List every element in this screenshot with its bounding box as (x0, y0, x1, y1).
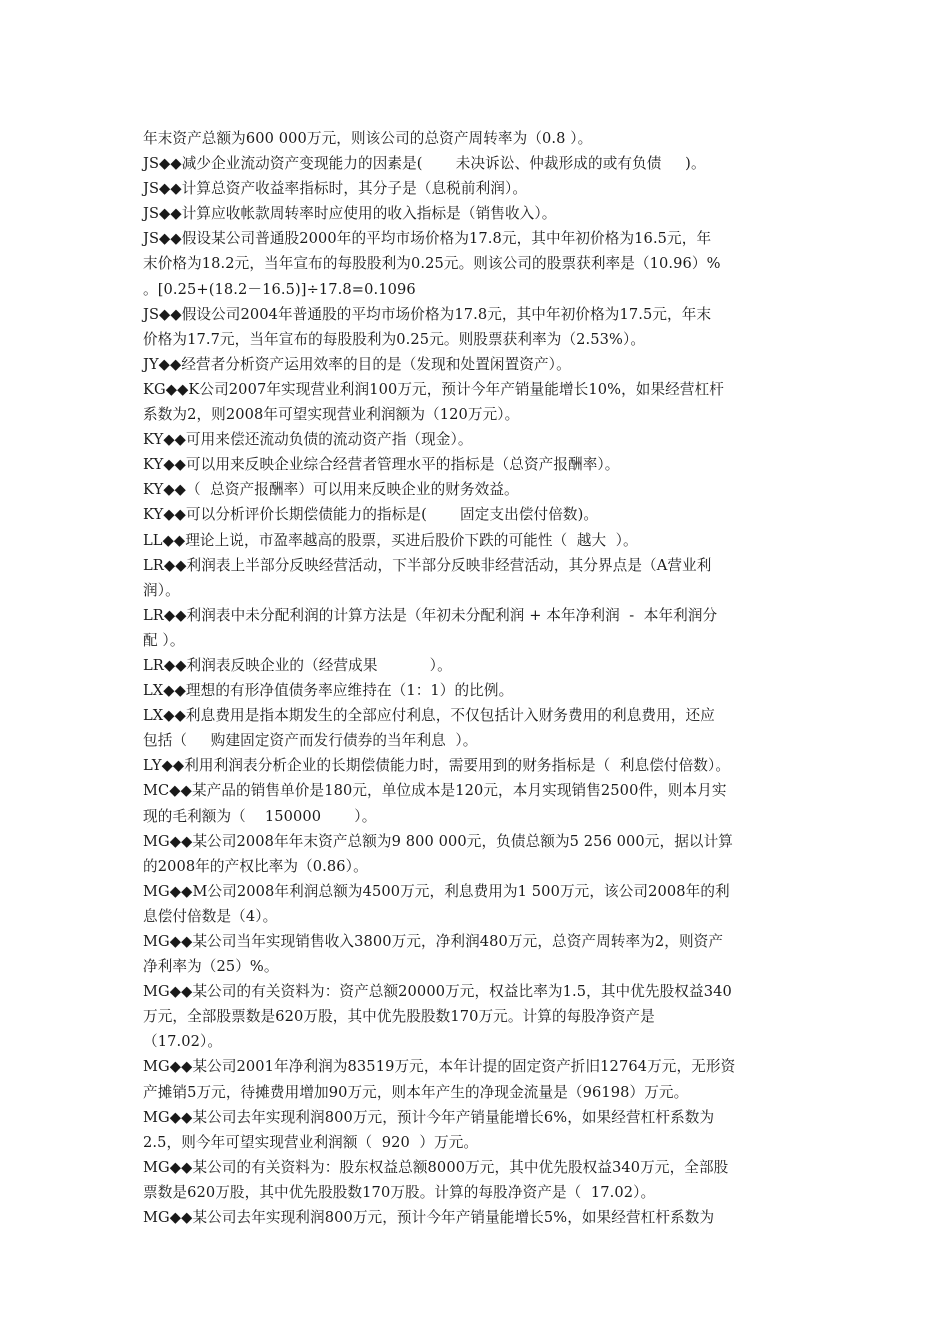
text-line: 价格为17.7元，当年宣布的每股股利为0.25元。则股票获利率为（2.53%）。 (143, 330, 646, 348)
text-line: JS◆◆减少企业流动资产变现能力的因素是( 未决诉讼、仲裁形成的或有负债 )。 (143, 155, 706, 173)
text-line: 系数为2，则2008年可望实现营业利润额为（120万元）。 (143, 406, 520, 424)
text-line: KY◆◆（ 总资产报酬率）可以用来反映企业的财务效益。 (143, 481, 519, 499)
text-line: MG◆◆某公司去年实现利润800万元，预计今年产销量能增长5%，如果经营杠杆系数为 (143, 1209, 715, 1227)
text-line: LL◆◆理论上说，市盈率越高的股票，买进后股价下跌的可能性（ 越大 ）。 (143, 531, 638, 549)
text-line: LX◆◆理想的有形净值债务率应维持在（1：1）的比例。 (143, 682, 514, 700)
document-body (143, 126, 808, 1230)
text-line: 年末资产总额为600 000万元，则该公司的总资产周转率为（0.8 ）。 (143, 130, 593, 147)
text-line: MG◆◆某公司2008年年末资产总额为9 800 000元，负债总额为5 256 000元，据以计算 (143, 832, 733, 850)
text-line: 配 ）。 (143, 631, 185, 649)
text-line: JS◆◆假设某公司普通股2000年的平均市场价格为17.8元，其中年初价格为16.5元，年 (143, 230, 712, 248)
text-line: JS◆◆假设公司2004年普通股的平均市场价格为17.8元，其中年初价格为17.5元，年末 (143, 305, 712, 323)
text-line: MG◆◆某公司的有关资料为：资产总额20000万元，权益比率为1.5，其中优先股权益340 (143, 983, 732, 1001)
text-line: 万元，全部股票数是620万股，其中优先股股数170万元。计算的每股净资产是 (143, 1008, 655, 1026)
text-line: LX◆◆利息费用是指本期发生的全部应付利息，不仅包括计入财务费用的利息费用，还应 (143, 707, 715, 725)
text-line: JS◆◆计算总资产收益率指标时，其分子是（息税前利润）。 (143, 180, 528, 198)
text-line: JY◆◆经营者分析资产运用效率的目的是（发现和处置闲置资产）。 (143, 355, 571, 373)
text-line: 票数是620万股，其中优先股股数170万股。计算的每股净资产是（ 17.02）。 (143, 1183, 656, 1201)
text-line: LR◆◆利润表中未分配利润的计算方法是（年初未分配利润 + 本年净利润 - 本年利润分 (143, 606, 718, 624)
text-line: 息偿付倍数是（4）。 (143, 907, 278, 925)
text-line: KG◆◆K公司2007年实现营业利润100万元，预计今年产销量能增长10%，如果经营杠杆 (143, 380, 724, 398)
text-line: LR◆◆利润表上半部分反映经营活动，下半部分反映非经营活动，其分界点是（A营业利 (143, 556, 712, 574)
text-line: MG◆◆某公司2001年净利润为83519万元，本年计提的固定资产折旧12764万元，无形资 (143, 1058, 736, 1076)
text-line: LR◆◆利润表反映企业的（经营成果 ）。 (143, 656, 452, 674)
text-line: （17.02）。 (143, 1033, 223, 1051)
text-line: 2.5，则今年可望实现营业利润额（ 920 ）万元。 (143, 1133, 479, 1151)
text-line: MC◆◆某产品的销售单价是180元，单位成本是120元，本月实现销售2500件，则本月实 (143, 782, 727, 800)
text-line: MG◆◆某公司的有关资料为：股东权益总额8000万元，其中优先股权益340万元，全部股 (143, 1158, 729, 1176)
text-line: MG◆◆某公司当年实现销售收入3800万元，净利润480万元，总资产周转率为2，则资产 (143, 933, 724, 950)
text-line: JS◆◆计算应收帐款周转率时应使用的收入指标是（销售收入）。 (143, 205, 557, 223)
text-line: 末价格为18.2元，当年宣布的每股股利为0.25元。则该公司的股票获利率是（10.96）% (143, 255, 721, 273)
text-line: KY◆◆可以用来反映企业综合经营者管理水平的指标是（总资产报酬率）。 (143, 456, 620, 474)
text-line: 现的毛利额为（ 150000 ）。 (143, 807, 377, 825)
text-line: 产摊销5万元，待摊费用增加90万元，则本年产生的净现金流量是（96198）万元。 (143, 1083, 689, 1101)
text-line: 净利率为（25）%。 (143, 958, 279, 976)
text-line: 润）。 (143, 581, 180, 599)
text-line: 。[0.25+(18.2－16.5)]÷17.8=0.1096 (143, 280, 416, 298)
text-line: 包括（ 购建固定资产而发行债券的当年利息 ）。 (143, 732, 478, 750)
text-line: 的2008年的产权比率为（0.86）。 (143, 857, 368, 875)
text-line: LY◆◆利用利润表分析企业的长期偿债能力时，需要用到的财务指标是（ 利息偿付倍数）。 (143, 757, 731, 775)
text-line: KY◆◆可以分析评价长期偿债能力的指标是( 固定支出偿付倍数)。 (143, 506, 599, 524)
text-line: MG◆◆某公司去年实现利润800万元，预计今年产销量能增长6%，如果经营杠杆系数为 (143, 1108, 715, 1126)
text-line: MG◆◆M公司2008年利润总额为4500万元，利息费用为1 500万元，该公司2008年的利 (143, 882, 730, 900)
text-line: KY◆◆可用来偿还流动负债的流动资产指（现金）。 (143, 431, 473, 449)
